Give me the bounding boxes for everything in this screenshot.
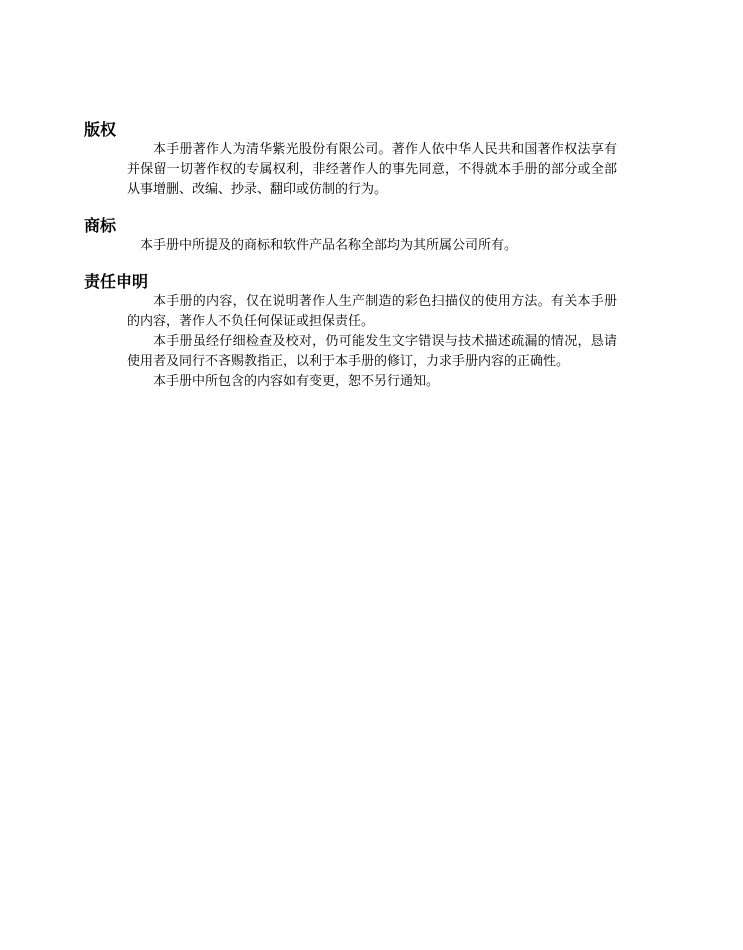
disclaimer-section (84, 272, 624, 392)
disclaimer-paragraph-3: 本手册中所包含的内容如有变更，恕不另行通知。 (153, 374, 440, 389)
trademark-paragraph: 本手册中所提及的商标和软件产品名称全部均为其所属公司所有。 (140, 238, 518, 253)
disclaimer-heading: 责任申明 (84, 272, 149, 291)
trademark-heading: 商标 (84, 216, 117, 235)
disclaimer-body (127, 292, 617, 392)
copyright-body (127, 140, 617, 200)
disclaimer-paragraph-2: 本手册虽经仔细检查及校对，仍可能发生文字错误与技术描述疏漏的情况，恳请使用者及同行不吝赐教指正，以利于本手册的修订，力求手册内容的正确性。 (127, 334, 617, 369)
copyright-section (84, 120, 624, 200)
trademark-section (84, 216, 624, 256)
copyright-paragraph: 本手册著作人为清华紫光股份有限公司。著作人依中华人民共和国著作权法享有并保留一切著作权的专属权利，非经著作人的事先同意，不得就本手册的部分或全部从事增删、改编、抄录、翻印或仿制的行为。 (127, 142, 617, 197)
copyright-heading: 版权 (84, 120, 117, 139)
disclaimer-paragraph-1: 本手册的内容，仅在说明著作人生产制造的彩色扫描仪的使用方法。有关本手册的内容，著作人不负任何保证或担保责任。 (127, 294, 617, 329)
trademark-body (114, 236, 604, 256)
